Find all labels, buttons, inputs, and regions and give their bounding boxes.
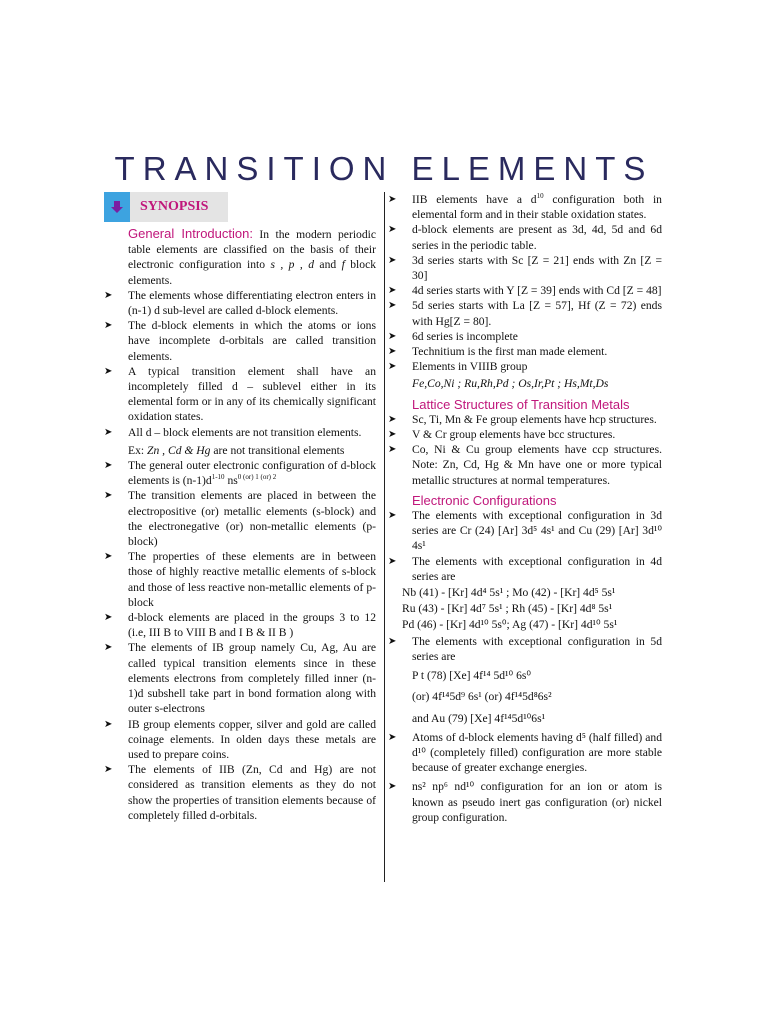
list-item: ➤ IB group elements copper, silver and gold are called coinage elements. In olden days these metals are used to prepare coins. <box>104 717 376 763</box>
left-column <box>104 192 376 823</box>
config-line: (or) 4f¹⁴5d⁹ 6s¹ (or) 4f¹⁴5d⁸6s² <box>412 690 552 704</box>
list-item: ➤ d-block elements are present as 3d, 4d, 5d and 6d series in the periodic table. <box>388 222 662 252</box>
list-item: ➤ d-block elements are placed in the groups 3 to 12 (i.e, III B to VIII B and I B & II B ) <box>104 610 376 640</box>
synopsis-label: SYNOPSIS <box>130 192 228 222</box>
list-item: ➤ The transition elements are placed in between the electropositive (or) metallic elements (s-block) and the electronegative (or) non-metallic elements (p-block) <box>104 488 376 549</box>
ex3d-config: Cr (24) [Ar] 3d⁵ 4s¹ and Cu (29) [Ar] 3d¹⁰ 4s¹ <box>412 524 663 553</box>
column-divider <box>384 192 385 882</box>
intro-paragraph <box>104 226 376 288</box>
list-item: ➤ ns² np⁶ nd¹⁰ configuration for an ion or atom is known as pseudo inert gas configuration (or) nickel group configuration. <box>388 779 662 825</box>
list-item-4d: ➤ The elements with exceptional configuration in 4d series are <box>388 554 662 584</box>
outer-config-sup2: 0 (or) 1 (or) 2 <box>237 473 277 482</box>
list-item-outer-config <box>104 458 376 488</box>
list-item: ➤ 4d series starts with Y [Z = 39] ends with Cd [Z = 48] <box>388 283 662 298</box>
list-item: ➤ A typical transition element shall have an incompletely filled d – sublevel either in its elemental form or in any of its chemically significant oxidation states. <box>104 364 376 425</box>
list-item: ➤ All d – block elements are not transition elements. <box>104 425 376 440</box>
viiib-groups: Fe,Co,Ni ; Ru,Rh,Pd ; Os,Ir,Pt ; Hs,Mt,Ds <box>412 377 609 391</box>
intro-and: and <box>319 258 337 272</box>
intro-f: f <box>341 258 345 272</box>
config-line: Nb (41) - [Kr] 4d⁴ 5s¹ ; Mo (42) - [Kr] 4d⁵ 5s¹ <box>402 586 616 600</box>
iib-text-a: IIB elements have a d <box>412 193 537 206</box>
config-line: and Au (79) [Xe] 4f¹⁴5d¹⁰6s¹ <box>412 711 546 725</box>
list-item: ➤ Elements in VIIIB group <box>388 359 662 374</box>
list-item: ➤ The d-block elements in which the atoms or ions have incomplete d-orbitals are called transition elements. <box>104 318 376 364</box>
list-item-3d <box>388 508 662 554</box>
list-item: ➤ 6d series is incomplete <box>388 329 662 344</box>
synopsis-badge <box>104 192 228 222</box>
outer-config-mid: ns <box>224 474 238 488</box>
config-line: P t (78) [Xe] 4f¹⁴ 5d¹⁰ 6s⁰ <box>412 669 532 683</box>
ex3d-text: The elements with exceptional configuration in 3d series are <box>412 509 662 538</box>
list-item: ➤ Sc, Ti, Mn & Fe group elements have hcp structures. <box>388 412 662 427</box>
intro-heading: General Introduction: <box>128 226 253 241</box>
list-item: ➤ V & Cr group elements have bcc structures. <box>388 427 662 442</box>
config-line: Ru (43) - [Kr] 4d⁷ 5s¹ ; Rh (45) - [Kr] 4d⁸ 5s¹ <box>402 602 613 616</box>
electronic-config-heading: Electronic Configurations <box>412 492 557 508</box>
example-line <box>104 443 376 458</box>
list-item: ➤ 5d series starts with La [Z = 57], Hf (Z = 72) ends with Hg[Z = 80]. <box>388 298 662 328</box>
example-elements: Zn , Cd & Hg <box>147 443 211 457</box>
list-item: ➤ The elements of IIB (Zn, Cd and Hg) are not considered as transition elements as they do not show the properties of transition elements because of completely filled d-orbitals. <box>104 762 376 823</box>
example-rest: are not transitional elements <box>213 443 345 457</box>
intro-blocks: s , p , d <box>270 258 314 272</box>
list-item: ➤ The properties of these elements are in between those of highly reactive metallic elements of s-block and those of less reactive non-metallic elements of p-block <box>104 549 376 610</box>
list-item: ➤ Co, Ni & Cu group elements have ccp structures. Note: Zn, Cd, Hg & Mn have one or more typical metallic structures at normal temperatures. <box>388 442 662 488</box>
outer-config-text: The general outer electronic configuration of d-block elements is (n-1)d <box>128 459 376 488</box>
outer-config-sup1: 1-10 <box>211 473 225 482</box>
intro-end: block elements. <box>128 258 377 287</box>
list-item: ➤ The elements of IB group namely Cu, Ag, Au are called typical transition elements since in these elements electrons from completely filled inner (n-1)d subshell take part in bond formation along with outer s-electrons <box>104 640 376 716</box>
example-label: Ex: <box>128 443 145 457</box>
intro-text: In the modern periodic table elements are classified on the basis of their electronic configuration into <box>128 228 376 272</box>
list-item: ➤ Technitium is the first man made element. <box>388 344 662 359</box>
right-column <box>388 192 662 825</box>
list-item: ➤ The elements whose differentiating electron enters in (n-1) d sub-level are called d-block elements. <box>104 288 376 318</box>
list-item: ➤ 3d series starts with Sc [Z = 21] ends with Zn [Z = 30] <box>388 253 662 283</box>
list-item: ➤ Atoms of d-block elements having d⁵ (half filled) and d¹⁰ (completely filled) configuration are more stable because of greater exchange energies. <box>388 730 662 776</box>
lattice-heading: Lattice Structures of Transition Metals <box>412 396 630 412</box>
iib-sup: 10 <box>536 192 544 201</box>
list-item-5d: ➤ The elements with exceptional configuration in 5d series are <box>388 634 662 664</box>
list-item-iib <box>388 192 662 222</box>
arrow-down-icon <box>104 192 130 222</box>
config-line: Pd (46) - [Kr] 4d¹⁰ 5s⁰; Ag (47) - [Kr] 4d¹⁰ 5s¹ <box>402 618 618 632</box>
page-title: TRANSITION ELEMENTS <box>114 150 654 187</box>
iib-text-b: configuration both in elemental form and in their stable oxidation states. <box>412 193 662 222</box>
